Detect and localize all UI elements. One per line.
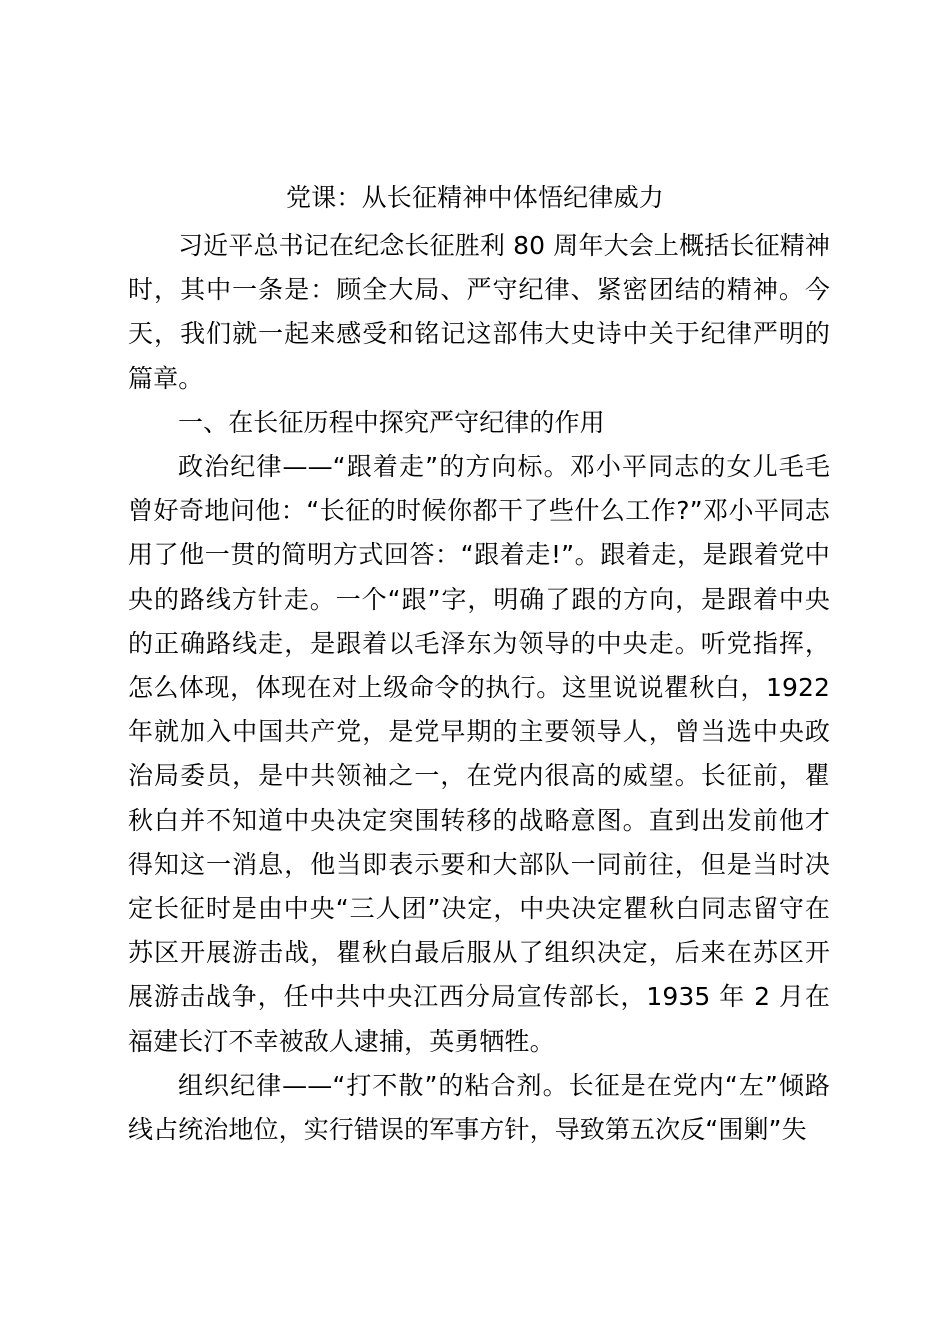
organizational-discipline-paragraph: 组织纪律——“打不散”的粘合剂。长征是在党内“左”倾路线占统治地位，实行错误的军事方针，导致第五次反“围剿”失: [128, 1070, 830, 1145]
document-body: [128, 224, 830, 1152]
intro-paragraph: 习近平总书记在纪念长征胜利 80 周年大会上概括长征精神时，其中一条是：顾全大局、严守纪律、紧密团结的精神。今天，我们就一起来感受和铭记这部伟大史诗中关于纪律严明的篇章。: [128, 231, 830, 393]
page-title: 党课：从长征精神中体悟纪律威力: [285, 183, 664, 212]
political-discipline-paragraph: 政治纪律——“跟着走”的方向标。邓小平同志的女儿毛毛曾好奇地问他：“长征的时候你都干了些什么工作?”邓小平同志用了他一贯的简明方式回答：“跟着走!”。跟着走，是跟着党中央的路线方针走。一个“跟”字，明确了跟的方向，是跟着中央的正确路线走，是跟着以毛泽东为领导的中央走。听党指挥，怎么体现，体现在对上级命令的执行。这里说说瞿秋白，1922 年就加入中国共产党，是党早期的主要领导人，曾当选中央政治局委员，是中共领袖之一，在党内很高的威望。长征前，瞿秋白并不知道中央决定突围转移的战略意图。直到出发前他才得知这一消息，他当即表示要和大部队一同前往，但是当时决定长征时是由中央“三人团”决定，中央决定瞿秋白同志留守在苏区开展游击战，瞿秋白最后服从了组织决定，后来在苏区开展游击战争，任中共中央江西分局宣传部长，1935 年 2 月在福建长汀不幸被敌人逮捕，英勇牺牲。: [128, 452, 830, 1056]
section-heading-1: 一、在长征历程中探究严守纪律的作用: [178, 407, 605, 437]
